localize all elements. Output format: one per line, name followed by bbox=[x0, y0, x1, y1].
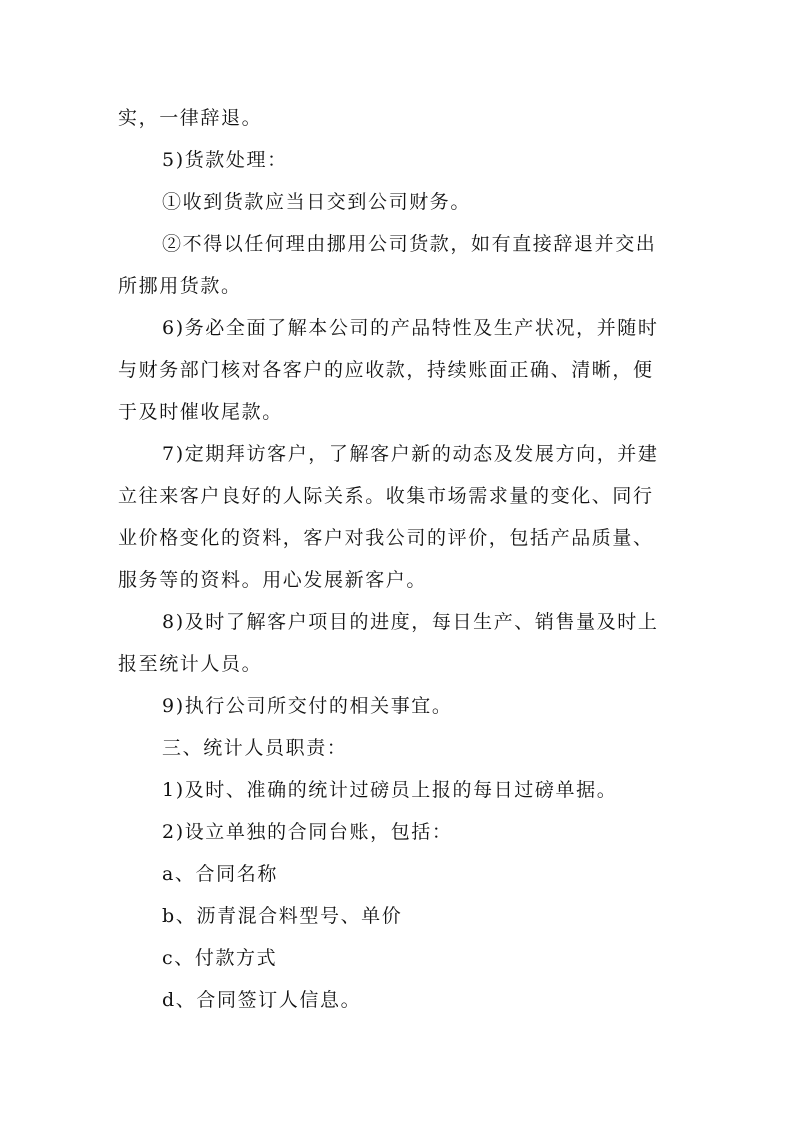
statistics-item-2: 2)设立单独的合同台账，包括： bbox=[162, 821, 453, 843]
item-8-line-2: 报至统计人员。 bbox=[118, 653, 263, 675]
contract-field-c: c、付款方式 bbox=[162, 947, 278, 969]
contract-field-b: b、沥青混合料型号、单价 bbox=[162, 905, 403, 927]
payment-rule-2-line-1: ②不得以任何理由挪用公司货款，如有直接辞退并交出 bbox=[162, 233, 657, 255]
payment-rule-2-line-2: 所挪用货款。 bbox=[118, 275, 242, 297]
item-7-line-4: 服务等的资料。用心发展新客户。 bbox=[118, 569, 428, 591]
item-6-line-1: 6)务必全面了解本公司的产品特性及生产状况，并随时 bbox=[162, 317, 659, 339]
item-7-line-1: 7)定期拜访客户，了解客户新的动态及发展方向，并建 bbox=[162, 443, 659, 465]
item-6-line-3: 于及时催收尾款。 bbox=[118, 401, 283, 423]
statistics-item-1: 1)及时、准确的统计过磅员上报的每日过磅单据。 bbox=[162, 779, 618, 801]
item-7-line-3: 业价格变化的资料，客户对我公司的评价，包括产品质量、 bbox=[118, 527, 654, 549]
item-7-line-2: 立往来客户良好的人际关系。收集市场需求量的变化、同行 bbox=[118, 485, 654, 507]
heading-payment-handling: 5)货款处理： bbox=[162, 149, 288, 171]
contract-field-d: d、合同签订人信息。 bbox=[162, 989, 362, 1011]
item-9: 9)执行公司所交付的相关事宜。 bbox=[162, 695, 453, 717]
item-8-line-1: 8)及时了解客户项目的进度，每日生产、销售量及时上 bbox=[162, 611, 659, 633]
payment-rule-1: ①收到货款应当日交到公司财务。 bbox=[162, 191, 472, 213]
contract-field-a: a、合同名称 bbox=[162, 863, 278, 885]
continuation-line-dismissal: 实，一律辞退。 bbox=[118, 107, 263, 129]
section-three-heading: 三、统计人员职责： bbox=[162, 737, 348, 759]
item-6-line-2: 与财务部门核对各客户的应收款，持续账面正确、清晰，便 bbox=[118, 359, 654, 381]
